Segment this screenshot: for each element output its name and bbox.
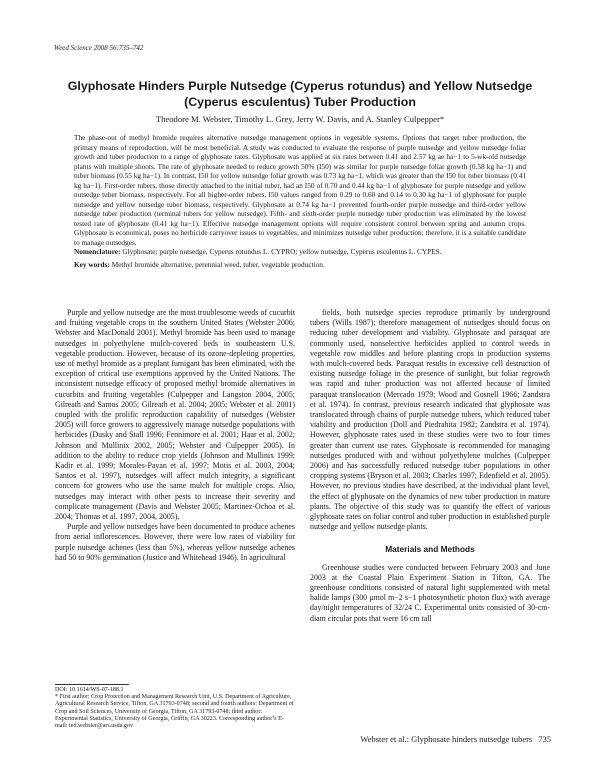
section-heading-methods: Materials and Methods [385, 544, 475, 555]
intro-paragraph-1: Purple and yellow nutsedge are the most troublesome weeds of cucurbit and fruiting vegetable crops in the southern United States (Webster 2006; Webster and MacDonald 2001). Methyl bromide has been used to manage nutsedges in polyethylene mulch-covered beds in southeastern U.S. vegetable production. However, because of its ozone-depleting properties, use of methyl bromide as a preplant fumigant has been eliminated, with the exception of critical use exemptions approved by the United Nations. The inconsistent nutsedge efficacy of proposed methyl bromide alternatives in cucurbits and fruiting vegetables (Culpepper and Langston 2004, 2005; Gilreath and Santos 2005; Gilreath et al. 2004; 2005; Webster et al. 2001) coupled with the prolific reproduction capability of nutsedges (Webster 2005) will force growers to aggressively manage nutsedge populations with herbicides (Dusky and Stall 1996; Fennimore et al. 2001; Haar et al. 2002; Johnson and Mullinix 2002, 2005; Webster and Culpepper 2005). In addition to the ability to reduce crop yields (Johnson and Mullinix 1999; Kadir et al. 1999; Morales-Payan et al. 1997; Motis et al. 2003, 2004; Santos et al. 1997), nutsedges will affect mulch integrity, a significant concern for growers who use the same mulch for multiple crops. Also, nutsedges may interact with other pests to increase their severity and complicate management (Davis and Webster 2005; Martinez-Ochoa et al. 2004; Thomas et al. 1997, 2004, 2005). [55, 308, 295, 522]
nomenclature-text: Glyphosate; purple nutsedge, Cyperus rotundus L. CYPRO; yellow nutsedge, Cyperus esculentus L. CYPES. [122, 247, 442, 256]
page-number: 735 [538, 734, 551, 744]
footnote-rule [55, 684, 129, 685]
intro-paragraph-2: Purple and yellow nutsedges have been documented to produce achenes from aerial inflorescences. However, there were low rates of viability for purple nutsedge achenes (less than 5%), whereas yellow nutsedge achenes had 50 to 90% germination (Justice and Whitehead 1946). In agricultural [55, 522, 295, 562]
footnote [55, 684, 295, 730]
journal-citation: Weed Science 2008 56:735–742 [54, 44, 144, 52]
left-column [55, 308, 295, 563]
methods-paragraph-1: Greenhouse studies were conducted between February 2003 and June 2003 at the Coastal Plain Experiment Station in Tifton, GA. The greenhouse conditions consisted of natural light supplemented with metal halide lamps (300 μmol m−2 s−1 photosynthetic photon flux) with average day/night temperatures of 32/24 C. Experimental units consisted of 30-cm-diam circular pots that were 16 cm tall [310, 562, 550, 623]
title-line-2: (Cyperus esculentus) Tuber Production [184, 95, 416, 109]
author-list: Theodore M. Webster, Timothy L. Grey, Jerry W. Davis, and A. Stanley Culpepper* [155, 114, 445, 124]
abstract-text: The phase-out of methyl bromide requires alternative nutsedge management options in vegetable systems. Options that target tuber production, the primary means of reproduction, will be most beneficial. A study was conducted to evaluate the response of purple nutsedge and yellow nutsedge foliar growth and tuber production to a range of glyphosate rates. Glyphosate was applied at six rates between 0.41 and 2.57 kg ae ha−1 to 5-wk-old nutsedge plants with multiple shoots. The rate of glyphosate needed to reduce growth 50% (I50) was similar for purple nutsedge foliar growth (0.58 kg ha−1) and tuber biomass (0.55 kg ha−1). In contrast, I50 for yellow nutsedge foliar growth was 0.73 kg ha−1, which was greater than the I50 for tuber biomass (0.41 kg ha−1). First-order tubers, those directly attached to the initial tuber, had an I50 of 0.70 and 0.44 kg ha−1 of glyphosate for purple nutsedge and yellow nutsedge tuber biomass, respectively. For all higher-order tubers, I50 values ranged from 0.29 to 0.60 and 0.14 to 0.30 kg ha−1 of glyphosate for purple nutsedge and yellow nutsedge tuber biomass, respectively. Glyphosate at 0.74 kg ha−1 prevented fourth-order purple nutsedge and third-order yellow nutsedge tuber production (terminal tubers for yellow nutsedge). Fifth- and sixth-order purple nutsedge tuber production was eliminated by the lowest tested rate of glyphosate (0.41 kg ha−1). Effective nutsedge management options will require consistent control between spring and autumn crops. Glyphosate is economical, poses no herbicide carryover issues to vegetables, and minimizes nutsedge tuber production; therefore, it is a suitable candidate to manage nutsedges. [74, 133, 526, 247]
running-title: Webster et al.: Glyphosate hinders nutsedge tubers [360, 734, 533, 744]
abstract [74, 133, 526, 269]
keywords-label: Key words: [74, 259, 110, 269]
footnote-doi: DOI: 10.1614/WS-07-188.1 [55, 687, 124, 693]
article-title [40, 78, 560, 110]
title-line-1: Glyphosate Hinders Purple Nutsedge (Cyperus rotundus) and Yellow Nutsedge [67, 79, 533, 93]
keywords-text: Methyl bromide alternative, perennial weed, tuber, vegetable production. [111, 259, 325, 269]
nomenclature-label: Nomenclature: [74, 247, 121, 256]
nomenclature [74, 247, 526, 257]
footnote-affiliations: * First author: Crop Protection and Management Research Unit, U.S. Department of Agriculture, Agricultural Research Service, Tifton, GA 31793-0748; second and fourth authors: Department of Crop and Soil Sciences, University of Georgia, Tifton, GA 31793-0748; third author: Experimental Statistics, University of Georgia, Griffin, GA 30223. Corresponding author’s E-mail: ted.webster@ars.usda.gov [55, 694, 294, 730]
keywords [74, 260, 526, 270]
page-footer [360, 734, 551, 744]
intro-paragraph-3: fields, both nutsedge species reproduce primarily by underground tubers (Wills 1987); therefore management of nutsedges should focus on reducing tuber development and viability. Glyphosate and paraquat are commonly used, nonselective herbicides applied to control weeds in vegetable row middles and before planting crops in production systems with mulch-covered beds. Paraquat results in excessive cell destruction of existing nutsedge foliage in the presence of sunlight, but foliar regrowth was rapid and tuber production was not affected because of limited paraquat translocation (Mercado 1979; Wood and Gosnell 1966; Zandstra et al. 1974). In contrast, previous research indicated that glyphosate was translocated through chains of purple nutsedge tubers, which reduced tuber viability and production (Doll and Piedrahita 1982; Zandstra et al. 1974). However, glyphosate rates used in these studies were two to four times greater than current use rates. Glyphosate is recommended for managing nutsedges produced with and without polyethylene mulches (Culpepper 2006) and has successfully reduced nutsedge tuber populations in other cropping systems (Bryson et al. 2003; Charles 1997; Edenfield et al. 2005). However, no previous studies have described, at the individual plant level, the effect of glyphosate on the dynamics of new tuber production in mature plants. The objective of this study was to quantify the effect of various glyphosate rates on foliar control and tuber production in established purple nutsedge and yellow nutsedge plants. [310, 308, 550, 532]
right-column [310, 308, 550, 624]
